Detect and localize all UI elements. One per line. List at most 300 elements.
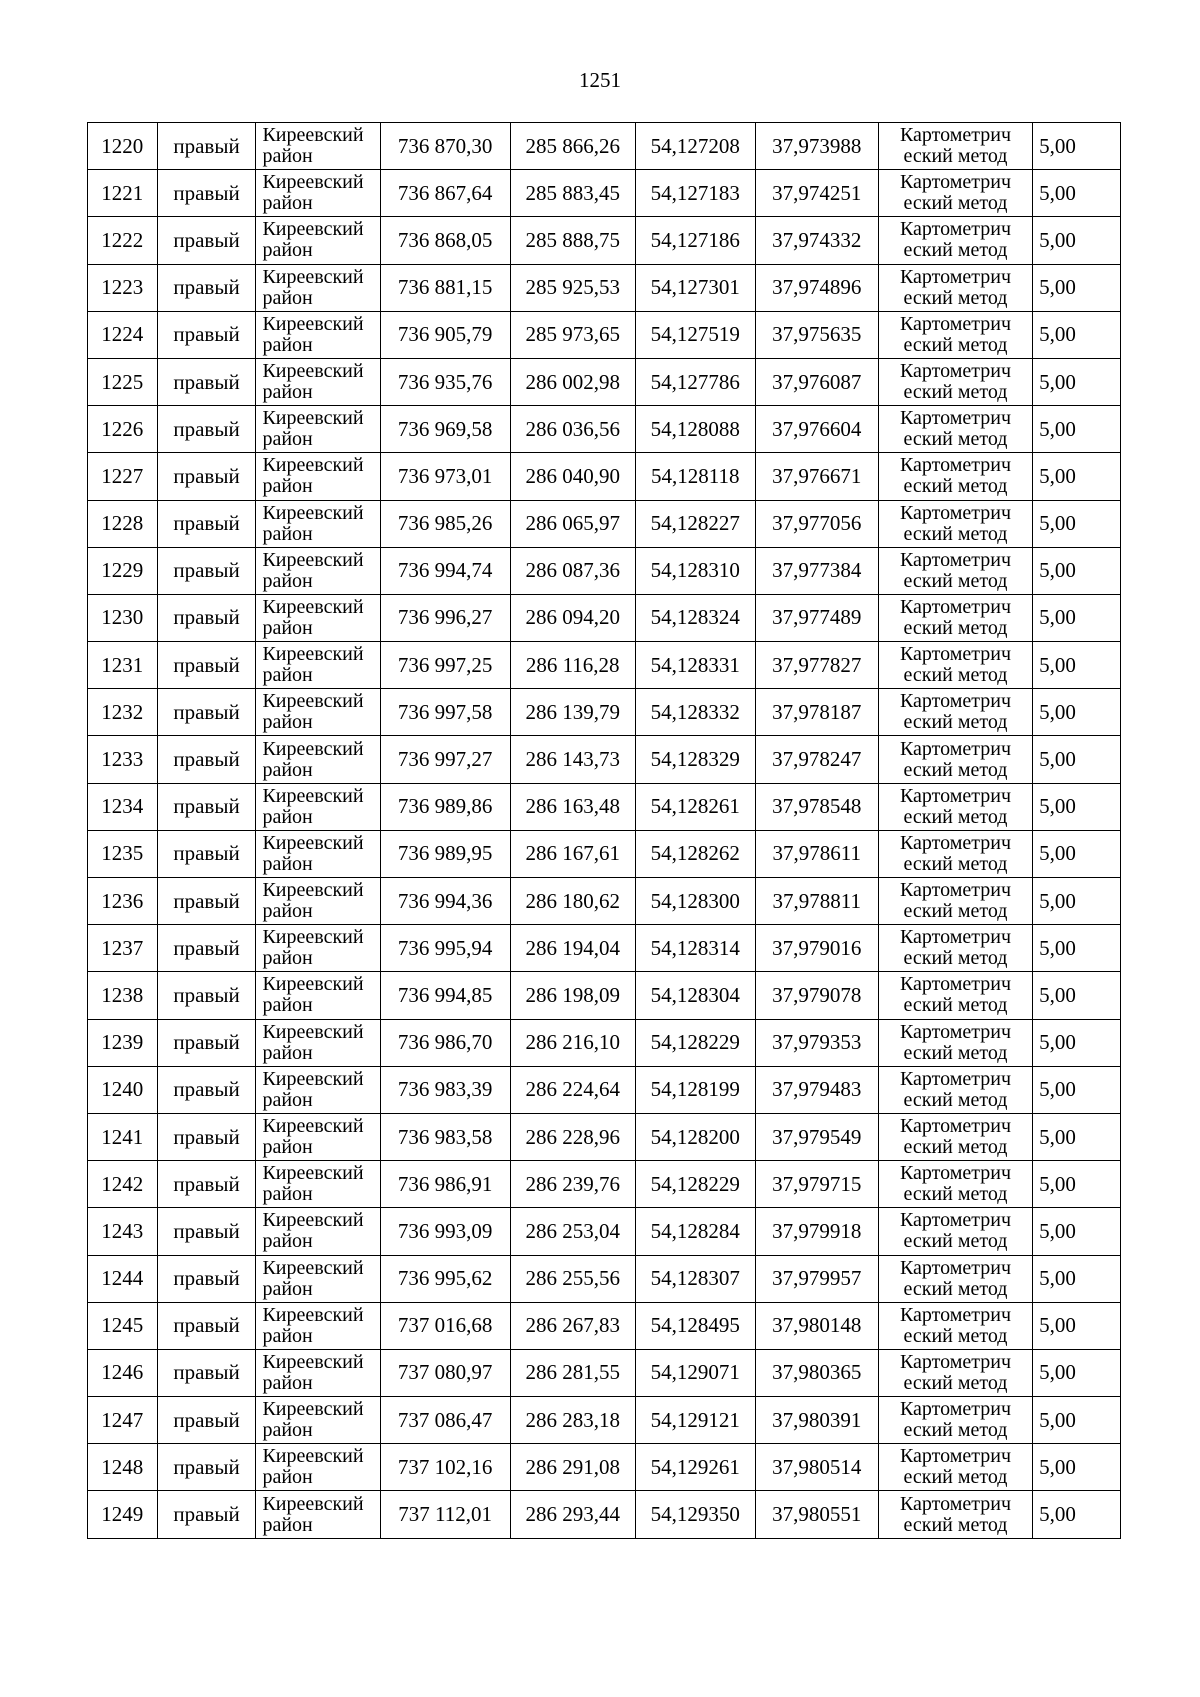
district-line-1: Киреевский bbox=[262, 265, 364, 288]
method bbox=[878, 925, 1032, 972]
table-row bbox=[88, 972, 1121, 1019]
coord-x: 736 994,85 bbox=[380, 972, 510, 1019]
method bbox=[878, 1491, 1032, 1538]
point-number: 1224 bbox=[88, 311, 158, 358]
district bbox=[256, 1161, 380, 1208]
table-row bbox=[88, 500, 1121, 547]
method bbox=[878, 783, 1032, 830]
coord-y: 286 002,98 bbox=[510, 358, 635, 405]
method-line-1: Картометрич bbox=[899, 548, 1012, 571]
coord-y: 286 239,76 bbox=[510, 1161, 635, 1208]
latitude: 54,128332 bbox=[635, 689, 755, 736]
method bbox=[878, 500, 1032, 547]
coord-x: 736 995,62 bbox=[380, 1255, 510, 1302]
method bbox=[878, 1113, 1032, 1160]
district-line-1: Киреевский bbox=[262, 218, 364, 241]
bank-side: правый bbox=[157, 830, 256, 877]
method-line-2: еский метод bbox=[903, 664, 1008, 687]
accuracy: 5,00 bbox=[1033, 1302, 1121, 1349]
accuracy: 5,00 bbox=[1033, 1444, 1121, 1491]
district bbox=[256, 123, 380, 170]
district-line-2: район bbox=[262, 475, 313, 498]
bank-side: правый bbox=[157, 170, 256, 217]
longitude: 37,978548 bbox=[755, 783, 878, 830]
method bbox=[878, 689, 1032, 736]
method bbox=[878, 170, 1032, 217]
method bbox=[878, 358, 1032, 405]
coord-x: 736 985,26 bbox=[380, 500, 510, 547]
table-row bbox=[88, 1397, 1121, 1444]
coord-y: 286 040,90 bbox=[510, 453, 635, 500]
district bbox=[256, 1066, 380, 1113]
coord-y: 286 036,56 bbox=[510, 406, 635, 453]
point-number: 1242 bbox=[88, 1161, 158, 1208]
longitude: 37,979957 bbox=[755, 1255, 878, 1302]
coord-y: 286 267,83 bbox=[510, 1302, 635, 1349]
district bbox=[256, 642, 380, 689]
district-line-1: Киреевский bbox=[262, 690, 364, 713]
district-line-1: Киреевский bbox=[262, 1162, 364, 1185]
coord-x: 736 997,27 bbox=[380, 736, 510, 783]
coord-y: 286 194,04 bbox=[510, 925, 635, 972]
district-line-1: Киреевский bbox=[262, 1445, 364, 1468]
bank-side: правый bbox=[157, 1066, 256, 1113]
district-line-2: район bbox=[262, 333, 313, 356]
method-line-1: Картометрич bbox=[899, 1492, 1012, 1515]
coord-y: 286 198,09 bbox=[510, 972, 635, 1019]
district-line-2: район bbox=[262, 1088, 313, 1111]
district bbox=[256, 830, 380, 877]
latitude: 54,128262 bbox=[635, 830, 755, 877]
method bbox=[878, 547, 1032, 594]
table-row bbox=[88, 453, 1121, 500]
coord-y: 285 925,53 bbox=[510, 264, 635, 311]
method bbox=[878, 123, 1032, 170]
method-line-2: еский метод bbox=[903, 239, 1008, 262]
longitude: 37,979353 bbox=[755, 1019, 878, 1066]
method-line-2: еский метод bbox=[903, 1371, 1008, 1394]
bank-side: правый bbox=[157, 264, 256, 311]
table-row bbox=[88, 1302, 1121, 1349]
coord-x: 736 989,86 bbox=[380, 783, 510, 830]
method-line-1: Картометрич bbox=[899, 265, 1012, 288]
point-number: 1232 bbox=[88, 689, 158, 736]
point-number: 1244 bbox=[88, 1255, 158, 1302]
bank-side: правый bbox=[157, 1444, 256, 1491]
table-row bbox=[88, 1113, 1121, 1160]
latitude: 54,128329 bbox=[635, 736, 755, 783]
table-row bbox=[88, 783, 1121, 830]
district bbox=[256, 311, 380, 358]
coord-y: 286 167,61 bbox=[510, 830, 635, 877]
coord-x: 736 986,70 bbox=[380, 1019, 510, 1066]
point-number: 1245 bbox=[88, 1302, 158, 1349]
method bbox=[878, 1397, 1032, 1444]
coord-y: 285 883,45 bbox=[510, 170, 635, 217]
district-line-1: Киреевский bbox=[262, 1492, 364, 1515]
coord-x: 736 995,94 bbox=[380, 925, 510, 972]
accuracy: 5,00 bbox=[1033, 1349, 1121, 1396]
latitude: 54,128310 bbox=[635, 547, 755, 594]
accuracy: 5,00 bbox=[1033, 1161, 1121, 1208]
longitude: 37,973988 bbox=[755, 123, 878, 170]
latitude: 54,128307 bbox=[635, 1255, 755, 1302]
longitude: 37,980551 bbox=[755, 1491, 878, 1538]
longitude: 37,979549 bbox=[755, 1113, 878, 1160]
method-line-2: еский метод bbox=[903, 1277, 1008, 1300]
district bbox=[256, 453, 380, 500]
longitude: 37,980391 bbox=[755, 1397, 878, 1444]
coord-y: 286 293,44 bbox=[510, 1491, 635, 1538]
coord-y: 286 139,79 bbox=[510, 689, 635, 736]
method bbox=[878, 972, 1032, 1019]
district-line-2: район bbox=[262, 1419, 313, 1442]
method-line-1: Картометрич bbox=[899, 1162, 1012, 1185]
accuracy: 5,00 bbox=[1033, 972, 1121, 1019]
coord-x: 736 881,15 bbox=[380, 264, 510, 311]
coord-y: 286 291,08 bbox=[510, 1444, 635, 1491]
bank-side: правый bbox=[157, 972, 256, 1019]
method-line-2: еский метод bbox=[903, 1041, 1008, 1064]
district-line-2: район bbox=[262, 1324, 313, 1347]
latitude: 54,128261 bbox=[635, 783, 755, 830]
latitude: 54,128118 bbox=[635, 453, 755, 500]
method bbox=[878, 878, 1032, 925]
district-line-2: район bbox=[262, 711, 313, 734]
coord-x: 737 112,01 bbox=[380, 1491, 510, 1538]
bank-side: правый bbox=[157, 406, 256, 453]
district-line-2: район bbox=[262, 852, 313, 875]
method-line-1: Картометрич bbox=[899, 407, 1012, 430]
coord-y: 286 224,64 bbox=[510, 1066, 635, 1113]
longitude: 37,978247 bbox=[755, 736, 878, 783]
latitude: 54,128284 bbox=[635, 1208, 755, 1255]
coord-x: 736 997,58 bbox=[380, 689, 510, 736]
district-line-2: район bbox=[262, 522, 313, 545]
method-line-2: еский метод bbox=[903, 616, 1008, 639]
method-line-2: еский метод bbox=[903, 1513, 1008, 1536]
accuracy: 5,00 bbox=[1033, 1208, 1121, 1255]
method-line-1: Картометрич bbox=[899, 1115, 1012, 1138]
longitude: 37,976604 bbox=[755, 406, 878, 453]
table-row bbox=[88, 1161, 1121, 1208]
longitude: 37,974332 bbox=[755, 217, 878, 264]
latitude: 54,129261 bbox=[635, 1444, 755, 1491]
method-line-1: Картометрич bbox=[899, 360, 1012, 383]
bank-side: правый bbox=[157, 878, 256, 925]
district-line-1: Киреевский bbox=[262, 548, 364, 571]
district bbox=[256, 1491, 380, 1538]
method bbox=[878, 830, 1032, 877]
method-line-1: Картометрич bbox=[899, 973, 1012, 996]
point-number: 1247 bbox=[88, 1397, 158, 1444]
district bbox=[256, 1255, 380, 1302]
coord-y: 286 163,48 bbox=[510, 783, 635, 830]
district-line-2: район bbox=[262, 192, 313, 215]
latitude: 54,129121 bbox=[635, 1397, 755, 1444]
point-number: 1235 bbox=[88, 830, 158, 877]
district bbox=[256, 1019, 380, 1066]
method-line-2: еский метод bbox=[903, 1324, 1008, 1347]
method-line-1: Картометрич bbox=[899, 643, 1012, 666]
method bbox=[878, 1349, 1032, 1396]
coord-y: 286 253,04 bbox=[510, 1208, 635, 1255]
coord-x: 736 997,25 bbox=[380, 642, 510, 689]
accuracy: 5,00 bbox=[1033, 878, 1121, 925]
district-line-2: район bbox=[262, 1371, 313, 1394]
method-line-2: еский метод bbox=[903, 1466, 1008, 1489]
table-row bbox=[88, 1208, 1121, 1255]
method-line-2: еский метод bbox=[903, 192, 1008, 215]
coord-x: 736 983,39 bbox=[380, 1066, 510, 1113]
table-row bbox=[88, 123, 1121, 170]
district-line-1: Киреевский bbox=[262, 1209, 364, 1232]
method bbox=[878, 1019, 1032, 1066]
district bbox=[256, 1302, 380, 1349]
accuracy: 5,00 bbox=[1033, 1491, 1121, 1538]
method bbox=[878, 1161, 1032, 1208]
district-line-1: Киреевский bbox=[262, 171, 364, 194]
coord-y: 286 180,62 bbox=[510, 878, 635, 925]
table-row bbox=[88, 594, 1121, 641]
district-line-1: Киреевский bbox=[262, 737, 364, 760]
longitude: 37,979078 bbox=[755, 972, 878, 1019]
district-line-1: Киреевский bbox=[262, 124, 364, 147]
district-line-2: район bbox=[262, 286, 313, 309]
bank-side: правый bbox=[157, 1302, 256, 1349]
method-line-2: еский метод bbox=[903, 758, 1008, 781]
bank-side: правый bbox=[157, 1255, 256, 1302]
longitude: 37,979483 bbox=[755, 1066, 878, 1113]
method-line-2: еский метод bbox=[903, 1136, 1008, 1159]
bank-side: правый bbox=[157, 453, 256, 500]
latitude: 54,129350 bbox=[635, 1491, 755, 1538]
table-row bbox=[88, 878, 1121, 925]
table-row bbox=[88, 1444, 1121, 1491]
district-line-2: район bbox=[262, 664, 313, 687]
method bbox=[878, 1255, 1032, 1302]
method-line-1: Картометрич bbox=[899, 312, 1012, 335]
point-number: 1233 bbox=[88, 736, 158, 783]
table-row bbox=[88, 736, 1121, 783]
district-line-1: Киреевский bbox=[262, 360, 364, 383]
method-line-2: еский метод bbox=[903, 1183, 1008, 1206]
coord-y: 285 973,65 bbox=[510, 311, 635, 358]
district bbox=[256, 170, 380, 217]
district-line-2: район bbox=[262, 381, 313, 404]
latitude: 54,128331 bbox=[635, 642, 755, 689]
longitude: 37,976087 bbox=[755, 358, 878, 405]
point-number: 1236 bbox=[88, 878, 158, 925]
latitude: 54,128324 bbox=[635, 594, 755, 641]
accuracy: 5,00 bbox=[1033, 500, 1121, 547]
point-number: 1239 bbox=[88, 1019, 158, 1066]
method-line-2: еский метод bbox=[903, 286, 1008, 309]
district bbox=[256, 406, 380, 453]
table-row bbox=[88, 358, 1121, 405]
bank-side: правый bbox=[157, 1161, 256, 1208]
point-number: 1240 bbox=[88, 1066, 158, 1113]
district-line-2: район bbox=[262, 616, 313, 639]
longitude: 37,977489 bbox=[755, 594, 878, 641]
district-line-2: район bbox=[262, 947, 313, 970]
latitude: 54,128088 bbox=[635, 406, 755, 453]
table-row bbox=[88, 642, 1121, 689]
district-line-1: Киреевский bbox=[262, 643, 364, 666]
longitude: 37,980365 bbox=[755, 1349, 878, 1396]
bank-side: правый bbox=[157, 594, 256, 641]
method bbox=[878, 453, 1032, 500]
coord-x: 737 080,97 bbox=[380, 1349, 510, 1396]
latitude: 54,127301 bbox=[635, 264, 755, 311]
method-line-2: еский метод bbox=[903, 900, 1008, 923]
method bbox=[878, 642, 1032, 689]
district-line-2: район bbox=[262, 758, 313, 781]
coord-x: 736 867,64 bbox=[380, 170, 510, 217]
latitude: 54,128229 bbox=[635, 1161, 755, 1208]
district-line-2: район bbox=[262, 900, 313, 923]
point-number: 1234 bbox=[88, 783, 158, 830]
method-line-1: Картометрич bbox=[899, 690, 1012, 713]
point-number: 1222 bbox=[88, 217, 158, 264]
latitude: 54,128314 bbox=[635, 925, 755, 972]
point-number: 1230 bbox=[88, 594, 158, 641]
district bbox=[256, 500, 380, 547]
point-number: 1231 bbox=[88, 642, 158, 689]
accuracy: 5,00 bbox=[1033, 1255, 1121, 1302]
coord-y: 286 255,56 bbox=[510, 1255, 635, 1302]
table-body bbox=[88, 123, 1121, 1539]
point-number: 1221 bbox=[88, 170, 158, 217]
point-number: 1249 bbox=[88, 1491, 158, 1538]
point-number: 1225 bbox=[88, 358, 158, 405]
method-line-2: еский метод bbox=[903, 428, 1008, 451]
accuracy: 5,00 bbox=[1033, 358, 1121, 405]
district-line-1: Киреевский bbox=[262, 407, 364, 430]
coord-y: 286 065,97 bbox=[510, 500, 635, 547]
method-line-2: еский метод bbox=[903, 805, 1008, 828]
table-row bbox=[88, 170, 1121, 217]
coord-y: 286 216,10 bbox=[510, 1019, 635, 1066]
district-line-2: район bbox=[262, 239, 313, 262]
method-line-1: Картометрич bbox=[899, 926, 1012, 949]
district-line-1: Киреевский bbox=[262, 312, 364, 335]
latitude: 54,127519 bbox=[635, 311, 755, 358]
point-number: 1246 bbox=[88, 1349, 158, 1396]
district bbox=[256, 1349, 380, 1396]
longitude: 37,977056 bbox=[755, 500, 878, 547]
coord-x: 736 996,27 bbox=[380, 594, 510, 641]
method-line-2: еский метод bbox=[903, 333, 1008, 356]
method-line-1: Картометрич bbox=[899, 1020, 1012, 1043]
district bbox=[256, 1397, 380, 1444]
coord-x: 736 994,74 bbox=[380, 547, 510, 594]
accuracy: 5,00 bbox=[1033, 1066, 1121, 1113]
method bbox=[878, 1302, 1032, 1349]
longitude: 37,979715 bbox=[755, 1161, 878, 1208]
coord-y: 286 143,73 bbox=[510, 736, 635, 783]
coord-x: 736 993,09 bbox=[380, 1208, 510, 1255]
table-row bbox=[88, 1349, 1121, 1396]
longitude: 37,977384 bbox=[755, 547, 878, 594]
page-number: 1251 bbox=[579, 68, 621, 92]
bank-side: правый bbox=[157, 1349, 256, 1396]
method bbox=[878, 736, 1032, 783]
method-line-1: Картометрич bbox=[899, 501, 1012, 524]
district bbox=[256, 925, 380, 972]
accuracy: 5,00 bbox=[1033, 925, 1121, 972]
method bbox=[878, 1066, 1032, 1113]
method-line-1: Картометрич bbox=[899, 1067, 1012, 1090]
bank-side: правый bbox=[157, 500, 256, 547]
district-line-1: Киреевский bbox=[262, 1067, 364, 1090]
district bbox=[256, 264, 380, 311]
method-line-2: еский метод bbox=[903, 852, 1008, 875]
method bbox=[878, 311, 1032, 358]
table-row bbox=[88, 830, 1121, 877]
method-line-1: Картометрич bbox=[899, 784, 1012, 807]
district-line-1: Киреевский bbox=[262, 595, 364, 618]
coord-x: 737 016,68 bbox=[380, 1302, 510, 1349]
latitude: 54,127786 bbox=[635, 358, 755, 405]
latitude: 54,128200 bbox=[635, 1113, 755, 1160]
method-line-2: еский метод bbox=[903, 569, 1008, 592]
district bbox=[256, 358, 380, 405]
bank-side: правый bbox=[157, 783, 256, 830]
method-line-1: Картометрич bbox=[899, 218, 1012, 241]
district bbox=[256, 217, 380, 264]
method-line-2: еский метод bbox=[903, 994, 1008, 1017]
longitude: 37,976671 bbox=[755, 453, 878, 500]
latitude: 54,129071 bbox=[635, 1349, 755, 1396]
accuracy: 5,00 bbox=[1033, 1113, 1121, 1160]
point-number: 1238 bbox=[88, 972, 158, 1019]
district-line-2: район bbox=[262, 1183, 313, 1206]
longitude: 37,978611 bbox=[755, 830, 878, 877]
district-line-2: район bbox=[262, 1513, 313, 1536]
district-line-1: Киреевский bbox=[262, 879, 364, 902]
district bbox=[256, 689, 380, 736]
table-row bbox=[88, 311, 1121, 358]
method-line-1: Картометрич bbox=[899, 1398, 1012, 1421]
point-number: 1241 bbox=[88, 1113, 158, 1160]
method bbox=[878, 1444, 1032, 1491]
table-row bbox=[88, 264, 1121, 311]
bank-side: правый bbox=[157, 736, 256, 783]
district-line-2: район bbox=[262, 145, 313, 168]
point-number: 1229 bbox=[88, 547, 158, 594]
coord-y: 286 228,96 bbox=[510, 1113, 635, 1160]
latitude: 54,128304 bbox=[635, 972, 755, 1019]
district-line-2: район bbox=[262, 1466, 313, 1489]
coord-y: 286 094,20 bbox=[510, 594, 635, 641]
method-line-2: еский метод bbox=[903, 711, 1008, 734]
district-line-1: Киреевский bbox=[262, 784, 364, 807]
method-line-2: еский метод bbox=[903, 522, 1008, 545]
district-line-2: район bbox=[262, 1136, 313, 1159]
method-line-1: Картометрич bbox=[899, 171, 1012, 194]
district-line-1: Киреевский bbox=[262, 831, 364, 854]
longitude: 37,977827 bbox=[755, 642, 878, 689]
table-row bbox=[88, 1491, 1121, 1538]
method-line-1: Картометрич bbox=[899, 595, 1012, 618]
method-line-1: Картометрич bbox=[899, 454, 1012, 477]
bank-side: правый bbox=[157, 123, 256, 170]
latitude: 54,128199 bbox=[635, 1066, 755, 1113]
table-row bbox=[88, 406, 1121, 453]
method-line-1: Картометрич bbox=[899, 1445, 1012, 1468]
coord-x: 736 986,91 bbox=[380, 1161, 510, 1208]
